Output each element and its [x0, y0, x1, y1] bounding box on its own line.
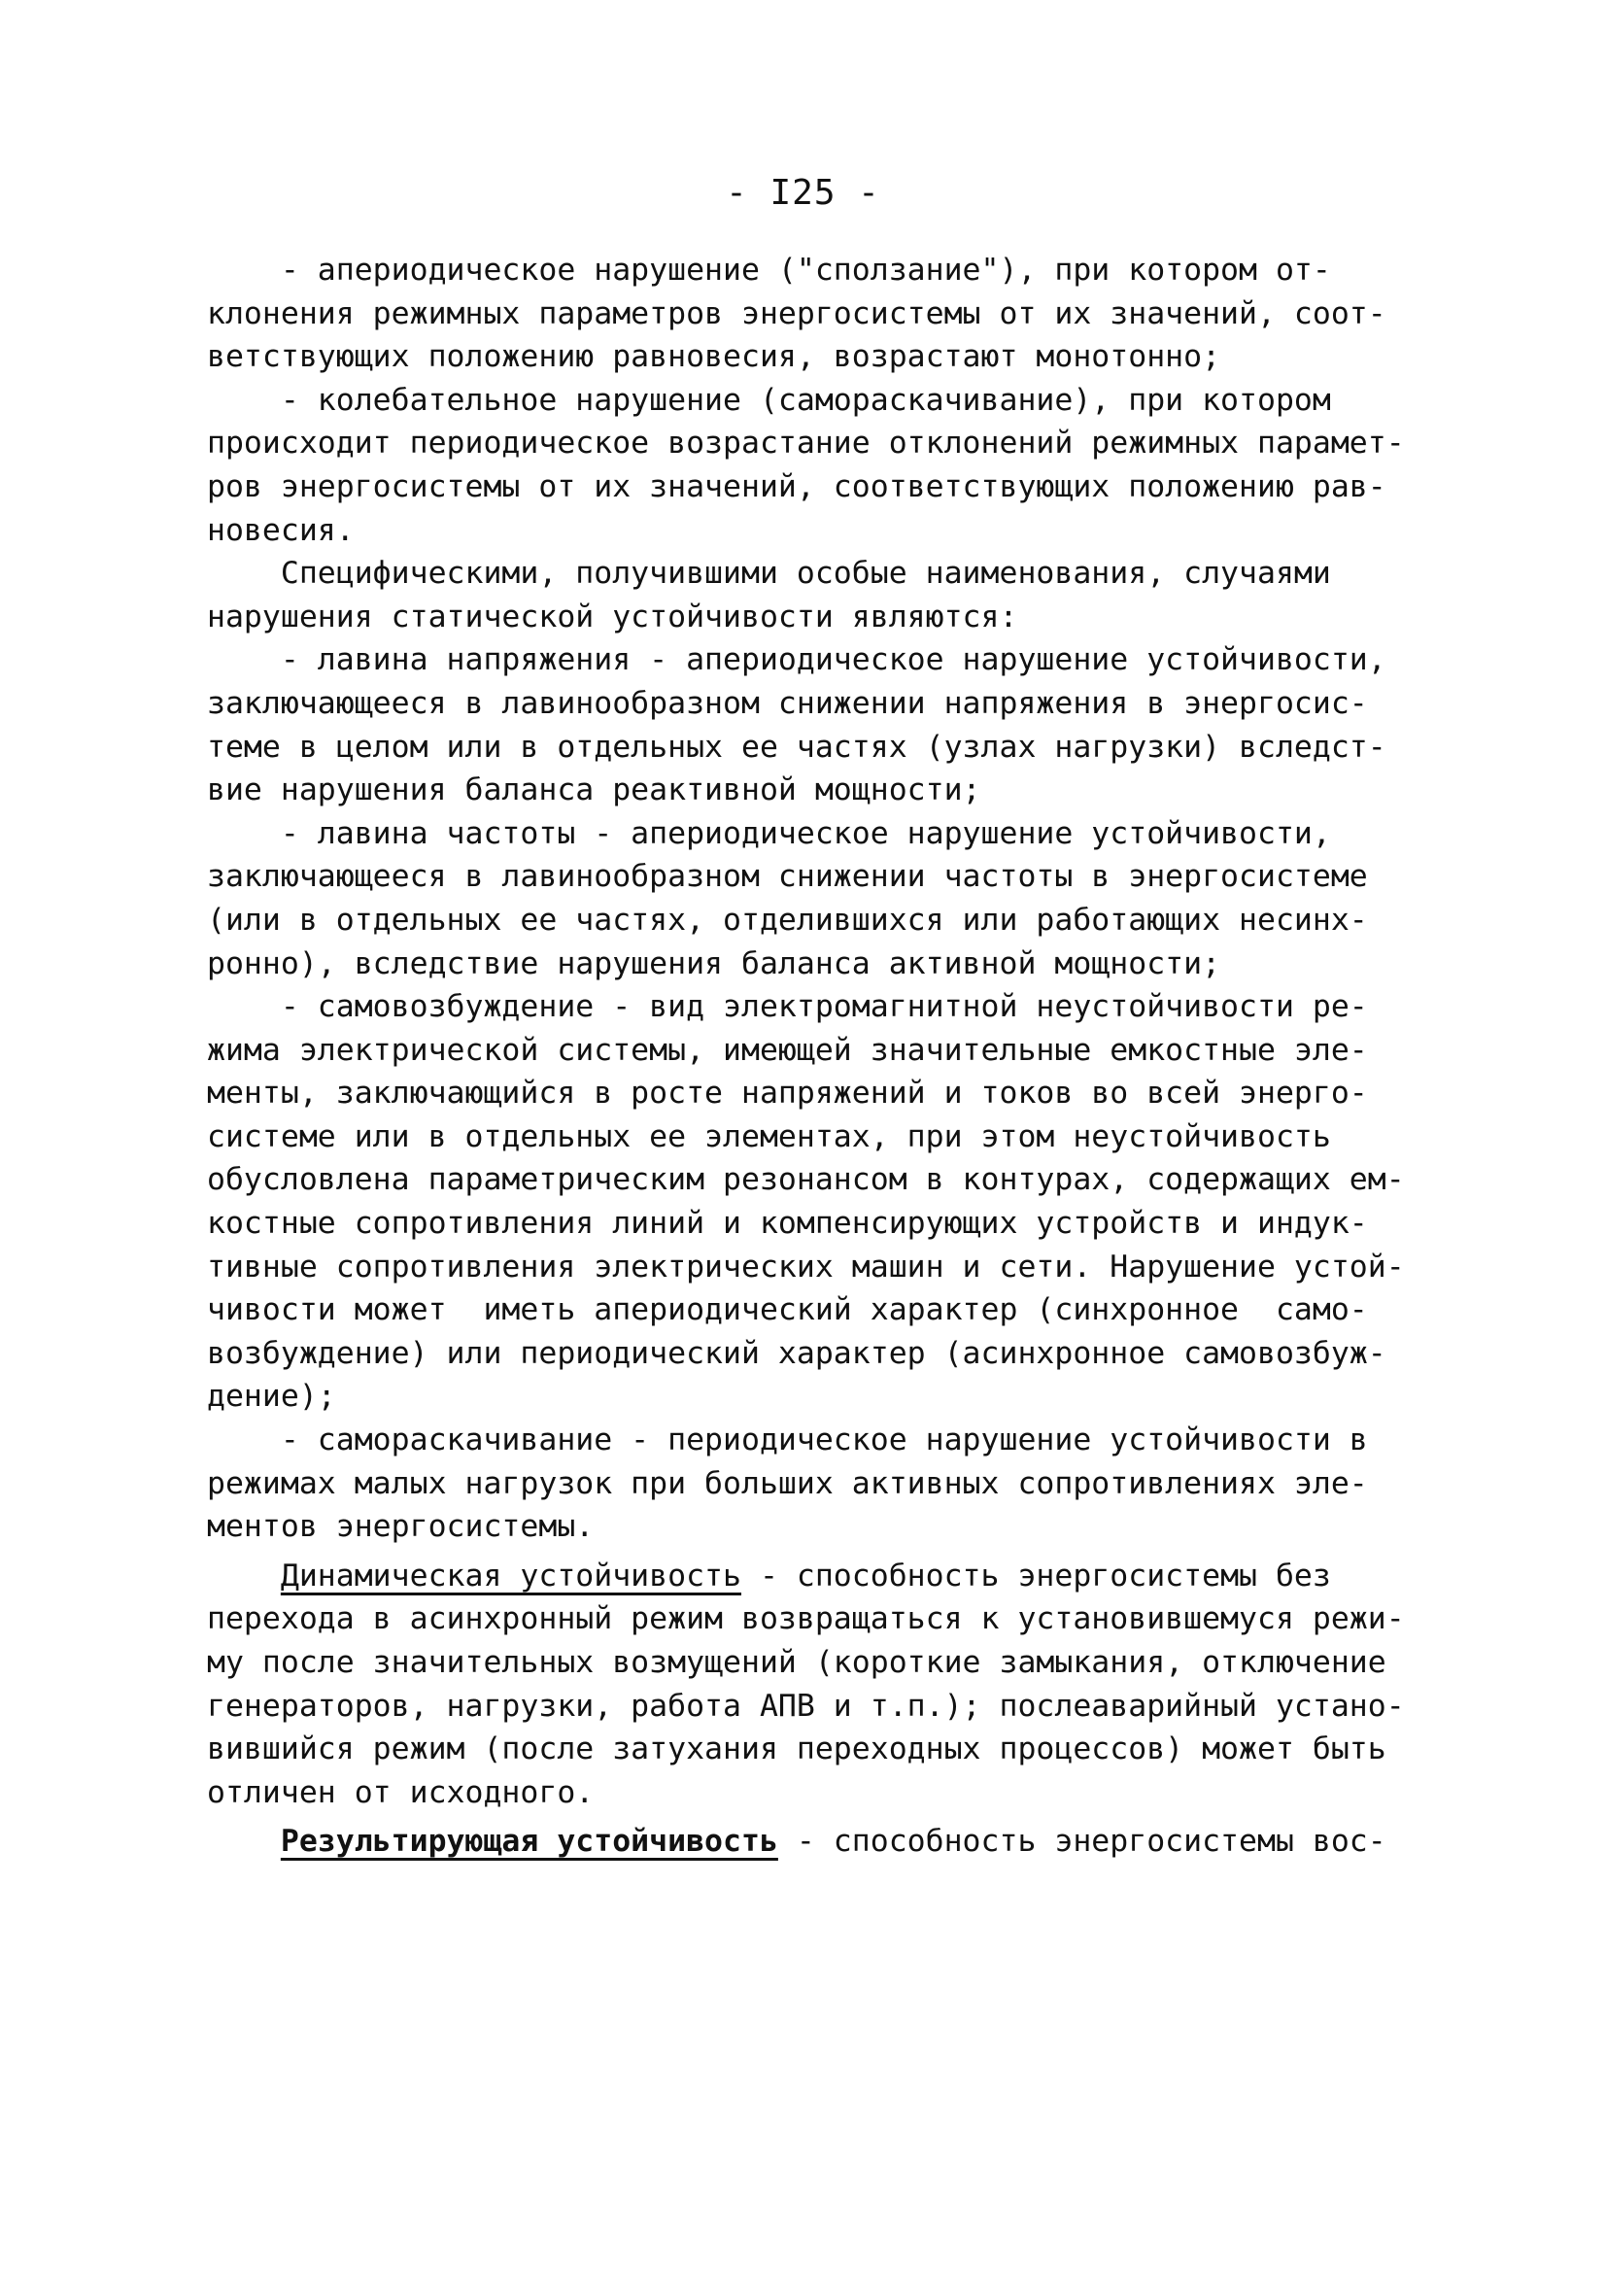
text-line [207, 812, 1412, 856]
line-text: - самовозбуждение - вид электромагнитной неустойчивости ре- [280, 989, 1368, 1025]
line-text: ронно), вследствие нарушения баланса активной мощности; [207, 945, 1221, 981]
page-number: - I25 - [726, 173, 880, 213]
line-text: обусловлена параметрическим резонансом в контурах, содержащих ем- [207, 1162, 1405, 1198]
defined-term: Результирующая устойчивость [280, 1824, 778, 1860]
text-line [207, 1505, 1412, 1549]
text-line [207, 422, 1412, 465]
text-line [207, 1246, 1412, 1289]
text-line [207, 985, 1412, 1029]
text-line [207, 1375, 1412, 1419]
text-line [207, 1597, 1412, 1641]
defined-term: Динамическая устойчивость [280, 1558, 741, 1593]
text-line [207, 1202, 1412, 1246]
text-line [207, 1072, 1412, 1115]
line-text: перехода в асинхронный режим возвращаться к установившемуся режи- [207, 1601, 1405, 1637]
body-text [207, 249, 1412, 1864]
text-line [207, 638, 1412, 682]
line-text: чивости может иметь апериодический характер (синхронное само- [207, 1292, 1368, 1328]
text-line [207, 292, 1412, 336]
text-line [207, 1771, 1412, 1815]
line-text: заключающееся в лавинообразном снижении напряжения в энергосис- [207, 685, 1368, 721]
line-indent [207, 989, 281, 1024]
line-text: тивные сопротивления электрических машин и сети. Нарушение устой- [207, 1249, 1405, 1285]
text-line [207, 1332, 1412, 1376]
line-indent [207, 1824, 281, 1859]
line-text: вившийся режим (после затухания переходных процессов) может быть [207, 1731, 1386, 1767]
text-line [207, 855, 1412, 899]
line-text: возбуждение) или периодический характер (асинхронное самовозбуж- [207, 1335, 1386, 1371]
text-line [207, 1029, 1412, 1073]
text-line [207, 335, 1412, 379]
text-line [207, 509, 1412, 553]
line-text: жима электрической системы, имеющей значительные емкостные эле- [207, 1032, 1368, 1068]
text-line [207, 596, 1412, 639]
line-indent [207, 1559, 281, 1593]
line-text: ментов энергосистемы. [207, 1509, 595, 1545]
line-text: костные сопротивления линий и компенсирующих устройств и индук- [207, 1206, 1368, 1242]
text-line [207, 1820, 1412, 1864]
line-indent [207, 253, 281, 288]
text-line [207, 379, 1412, 423]
line-text: - колебательное нарушение (самораскачивание), при котором [280, 382, 1331, 418]
text-line [207, 682, 1412, 726]
line-text: дение); [207, 1379, 336, 1415]
text-line [207, 1462, 1412, 1506]
line-text: происходит периодическое возрастание отклонений режимных парамет- [207, 426, 1405, 462]
text-line [207, 1288, 1412, 1332]
text-line [207, 1685, 1412, 1729]
line-text: теме в целом или в отдельных ее частях (узлах нагрузки) вследст- [207, 729, 1386, 765]
line-text: генераторов, нагрузки, работа АПВ и т.п.); послеаварийный устано- [207, 1688, 1405, 1724]
text-line [207, 1728, 1412, 1771]
line-text: му после значительных возмущений (короткие замыкания, отключение [207, 1645, 1386, 1680]
line-text: новесия. [207, 512, 355, 548]
line-indent [207, 383, 281, 418]
line-text: заключающееся в лавинообразном снижении частоты в энергосистеме [207, 859, 1368, 895]
line-text: - самораскачивание - периодическое нарушение устойчивости в [280, 1422, 1368, 1458]
line-text: (или в отдельных ее частях, отделившихся или работающих несинх- [207, 902, 1368, 938]
text-line [207, 1419, 1412, 1462]
text-line [207, 465, 1412, 509]
line-text: - лавина напряжения - апериодическое нарушение устойчивости, [280, 642, 1386, 678]
text-line [207, 1555, 1412, 1598]
line-text: - апериодическое нарушение ("сползание"), при котором от- [280, 253, 1331, 288]
text-line [207, 1115, 1412, 1159]
text-line [207, 942, 1412, 986]
text-line [207, 249, 1412, 292]
text-line [207, 1158, 1412, 1202]
line-text: системе или в отдельных ее элементах, при этом неустойчивость [207, 1118, 1331, 1154]
line-text: ветствующих положению равновесия, возрастают монотонно; [207, 339, 1221, 375]
text-line [207, 1641, 1412, 1685]
line-text: ров энергосистемы от их значений, соответствующих положению рав- [207, 468, 1386, 504]
line-text: вие нарушения баланса реактивной мощности; [207, 772, 981, 808]
text-line [207, 552, 1412, 596]
line-text: - способность энергосистемы вос- [777, 1824, 1386, 1860]
line-text: - лавина частоты - апериодическое нарушение устойчивости, [280, 815, 1331, 851]
line-indent [207, 816, 281, 851]
text-line [207, 769, 1412, 812]
line-text: менты, заключающийся в росте напряжений и токов во всей энерго- [207, 1076, 1368, 1112]
line-text: - способность энергосистемы без [740, 1558, 1331, 1593]
line-text: нарушения статической устойчивости являются: [207, 599, 1018, 634]
line-text: отличен от исходного. [207, 1774, 595, 1810]
line-text: режимах малых нагрузок при больших активных сопротивлениях эле- [207, 1465, 1368, 1501]
line-indent [207, 1422, 281, 1457]
line-text: клонения режимных параметров энергосистемы от их значений, соот- [207, 295, 1386, 331]
line-indent [207, 642, 281, 677]
line-indent [207, 556, 281, 591]
text-line [207, 899, 1412, 942]
line-text: Специфическими, получившими особые наименования, случаями [280, 556, 1331, 592]
text-line [207, 726, 1412, 770]
